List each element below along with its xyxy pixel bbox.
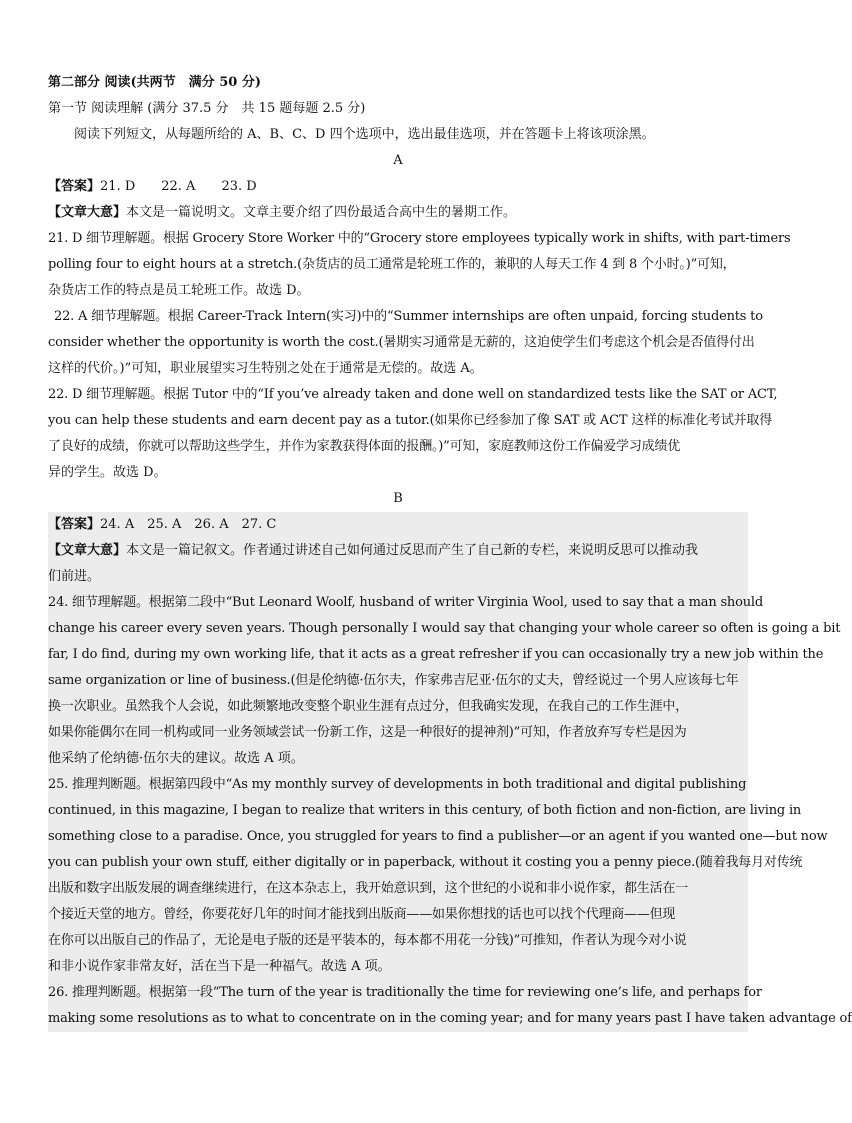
part-header: 第二部分 阅读(共两节 满分 50 分) <box>48 75 261 90</box>
summary-continuation: 们前进。 <box>48 569 101 584</box>
paragraph-line: 和非小说作家非常友好，活在当下是一种福气。故选 A 项。 <box>48 959 391 974</box>
summary-text: 本文是一篇记叙文。作者通过讲述自己如何通过反思而产生了自己新的专栏，来说明反思可以推动我 <box>126 543 699 558</box>
summary-label: 【文章大意】 <box>48 543 127 558</box>
paragraph-line: you can publish your own stuff, either digitally or in paperback, without it costing you a penny piece.(随着我每月对传统 <box>48 855 803 870</box>
section-header: 第一节 阅读理解 (满分 37.5 分 共 15 题每题 2.5 分) <box>48 101 366 116</box>
paragraph-line: 如果你能偶尔在同一机构或同一业务领域尝试一份新工作，这是一种很好的提神剂)”可知，作者放弃写专栏是因为 <box>48 725 687 740</box>
answer-values: 24. A 25. A 26. A 27. C <box>100 517 277 532</box>
section-b-answers <box>48 512 748 538</box>
answer-values: 21. D 22. A 23. D <box>100 179 257 194</box>
paragraph-line: 了良好的成绩，你就可以帮助这些学生，并作为家教获得体面的报酬。)”可知，家庭教师这份工作偏爱学习成绩优 <box>48 439 681 454</box>
paragraph-line: consider whether the opportunity is worth the cost.(暑期实习通常是无薪的，这迫使学生们考虑这个机会是否值得付出 <box>48 335 755 350</box>
paragraph-line: 21. D 细节理解题。根据 Grocery Store Worker 中的“Grocery store employees typically work in shifts, with part-timers <box>48 231 791 246</box>
paragraph-line: 杂货店工作的特点是员工轮班工作。故选 D。 <box>48 283 310 298</box>
section-b-summary <box>48 538 748 564</box>
instruction: 阅读下列短文，从每题所给的 A、B、C、D 四个选项中，选出最佳选项，并在答题卡上将该项涂黑。 <box>74 127 655 142</box>
paragraph-line: 换一次职业。虽然我个人会说，如此频繁地改变整个职业生涯有点过分，但我确实发现，在我自己的工作生涯中， <box>48 699 689 714</box>
paragraph-line: same organization or line of business.(但是伦纳德·伍尔夫，作家弗吉尼亚·伍尔的丈夫，曾经说过一个男人应该每七年 <box>48 673 739 688</box>
paragraph-line: 在你可以出版自己的作品了，无论是电子版的还是平装本的，每本都不用花一分钱)”可推知，作者认为现今对小说 <box>48 933 687 948</box>
section-a-letter: A <box>393 153 403 168</box>
q21-explanation <box>48 226 791 304</box>
q22a-explanation <box>48 304 763 382</box>
paragraph-line: 这样的代价。)”可知，职业展望实习生特别之处在于通常是无偿的。故选 A。 <box>48 361 483 376</box>
paragraph-line: far, I do find, during my own working life, that it acts as a great refresher if you can occasionally try a new job within the <box>48 647 824 662</box>
paragraph-line: you can help these students and earn decent pay as a tutor.(如果你已经参加了像 SAT 或 ACT 这样的标准化考试并取得 <box>48 413 773 428</box>
paragraph-line: 22. D 细节理解题。根据 Tutor 中的“If you’ve already taken and done well on standardized tests like the SAT or ACT, <box>48 387 778 402</box>
q25-explanation <box>48 772 828 980</box>
paragraph-line: polling four to eight hours at a stretch.(杂货店的员工通常是轮班工作的，兼职的人每天工作 4 到 8 个小时。)”可知， <box>48 257 736 272</box>
paragraph-line: 25. 推理判断题。根据第四段中“As my monthly survey of developments in both traditional and digital publishing <box>48 777 747 792</box>
summary-label: 【文章大意】 <box>48 205 127 220</box>
answer-label: 【答案】 <box>48 517 101 532</box>
paragraph-line: 他采纳了伦纳德·伍尔夫的建议。故选 A 项。 <box>48 751 304 766</box>
document-content <box>48 70 852 1032</box>
section-a-summary <box>48 200 748 226</box>
paragraph-line: 22. A 细节理解题。根据 Career-Track Intern(实习)中的“Summer internships are often unpaid, forcing students to <box>54 309 763 324</box>
paragraph-line: 26. 推理判断题。根据第一段“The turn of the year is traditionally the time for reviewing one’s life, and perhaps for <box>48 985 762 1000</box>
q24-explanation <box>48 590 841 772</box>
paragraph-line: 异的学生。故选 D。 <box>48 465 167 480</box>
paragraph-line: 出版和数字出版发展的调查继续进行，在这本杂志上，我开始意识到，这个世纪的小说和非小说作家，都生活在一 <box>48 881 689 896</box>
section-b-letter: B <box>393 491 403 506</box>
paragraph-line: 个接近天堂的地方。曾经，你要花好几年的时间才能找到出版商——如果你想找的话也可以找个代理商——但现 <box>48 907 676 922</box>
q26-explanation <box>48 980 852 1032</box>
paragraph-line: change his career every seven years. Though personally I would say that changing your whole career so often is going a bit <box>48 621 841 636</box>
paragraph-line: 24. 细节理解题。根据第二段中“But Leonard Woolf, husband of writer Virginia Wool, used to say that a man should <box>48 595 763 610</box>
section-a-answers <box>48 174 748 200</box>
answer-label: 【答案】 <box>48 179 101 194</box>
paragraph-line: making some resolutions as to what to concentrate on in the coming year; and for many years past I have taken advantage of <box>48 1011 852 1026</box>
paragraph-line: continued, in this magazine, I began to realize that writers in this century, of both fiction and non-fiction, are living in <box>48 803 802 818</box>
q22b-explanation <box>48 382 778 486</box>
summary-text: 本文是一篇说明文。文章主要介绍了四份最适合高中生的暑期工作。 <box>126 205 517 220</box>
section-b-block <box>48 512 852 1032</box>
paragraph-line: something close to a paradise. Once, you struggled for years to find a publisher—or an agent if you wanted one—but now <box>48 829 828 844</box>
